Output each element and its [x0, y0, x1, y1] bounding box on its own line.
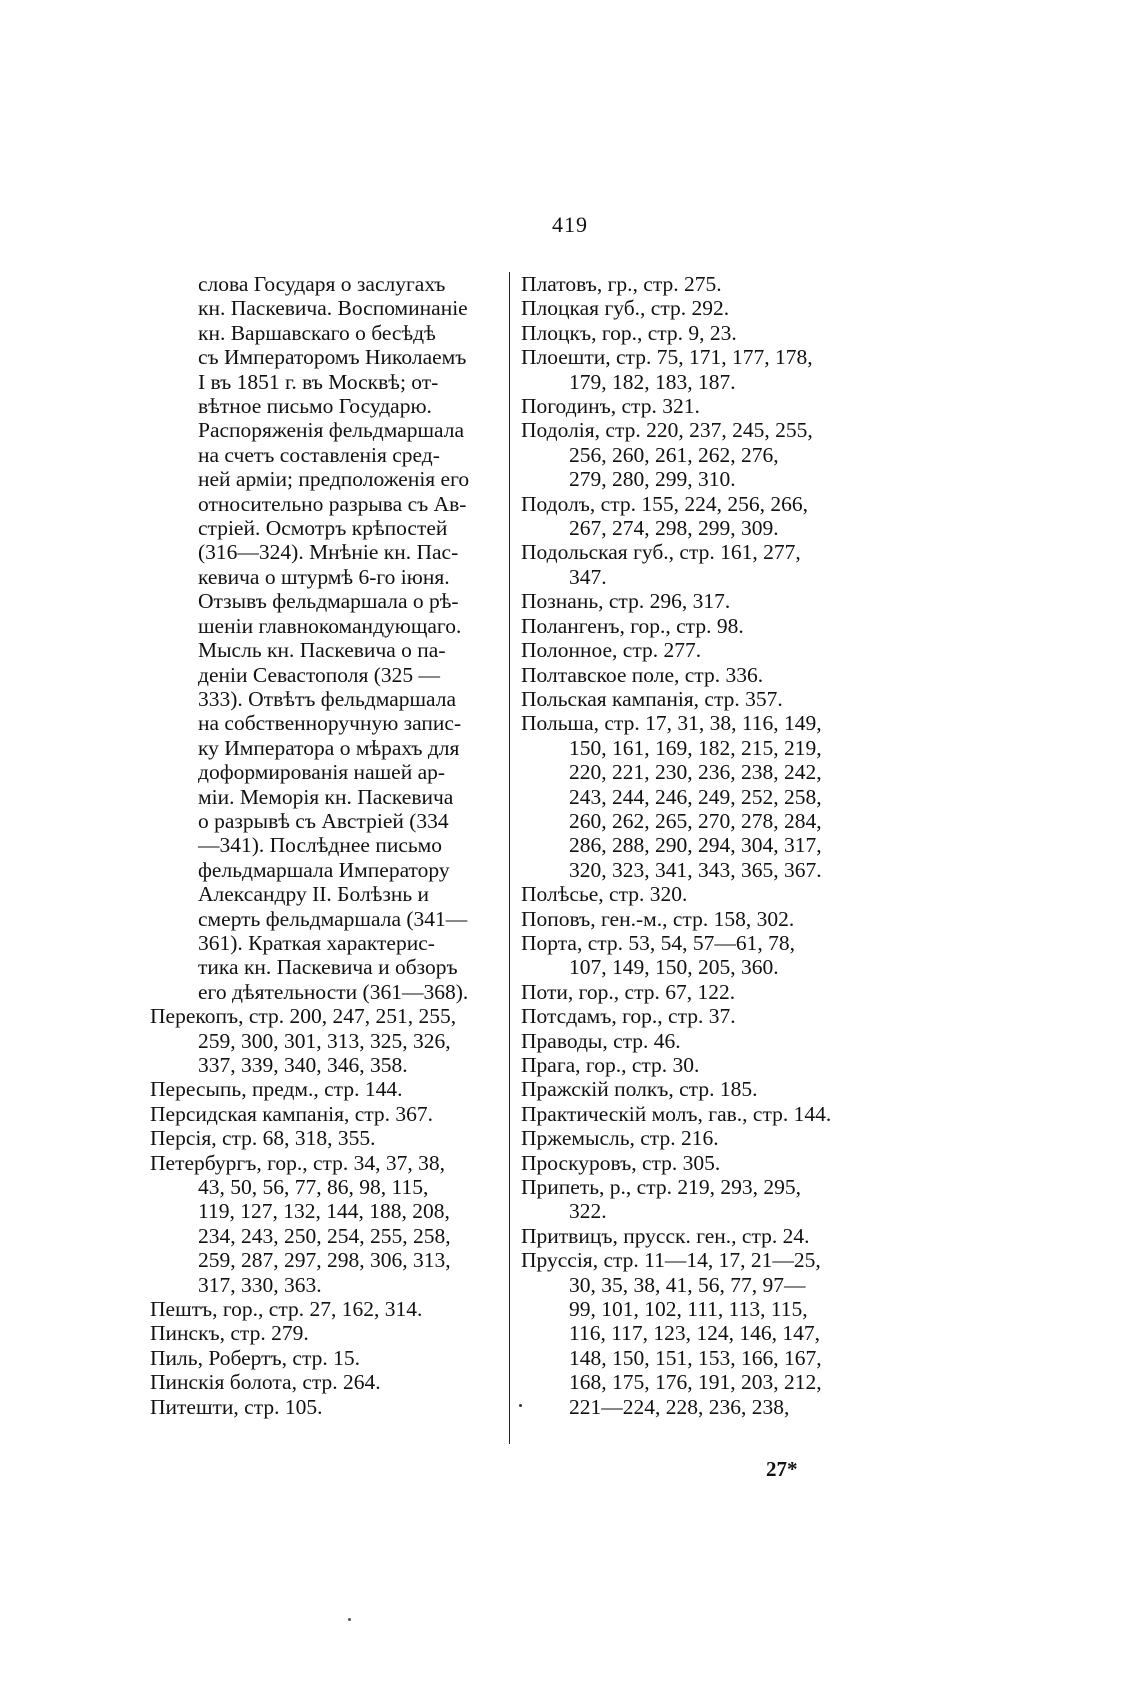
entry-continuation-line: 317, 330, 363.	[198, 1272, 322, 1297]
index-entry	[521, 345, 877, 394]
entry-continuation-line: 148, 150, 151, 153, 166, 167,	[569, 1345, 822, 1370]
entry-continuation-line: 168, 175, 176, 191, 203, 212,	[569, 1370, 822, 1395]
index-entry	[521, 321, 877, 345]
right-entries	[521, 272, 877, 1419]
index-entry	[521, 1102, 877, 1126]
entry-continuation-line: 260, 262, 265, 270, 278, 284,	[569, 808, 822, 833]
continuation-line: 333). Отвѣтъ фельдмаршала	[198, 686, 457, 711]
entry-heading-line: Полтавское поле, стр. 336.	[521, 662, 764, 687]
continuation-line: шеніи главнокомандующаго.	[198, 613, 462, 638]
index-entry	[521, 272, 877, 296]
index-entry	[521, 540, 877, 589]
continuation-line: Александру II. Болѣзнь и	[198, 882, 430, 907]
entry-heading-line: Познань, стр. 296, 317.	[521, 589, 731, 614]
entry-heading-line: Пиль, Робертъ, стр. 15.	[150, 1345, 360, 1370]
index-entry	[521, 1248, 877, 1419]
index-entry	[521, 1175, 877, 1224]
continuation-line: стріей. Осмотръ крѣпостей	[198, 516, 448, 541]
continuation-line: кн. Паскевича. Воспоминаніе	[198, 296, 468, 321]
index-entry	[521, 980, 877, 1004]
entry-continuation-line: 179, 182, 183, 187.	[569, 369, 736, 394]
ink-speck	[348, 1618, 351, 1621]
continuation-line: Отзывъ фельдмаршала о рѣ-	[198, 589, 459, 614]
entry-continuation-line: 119, 127, 132, 144, 188, 208,	[198, 1199, 450, 1224]
entry-heading-line: Плоцкая губ., стр. 292.	[521, 296, 730, 321]
entry-continuation-line: 220, 221, 230, 236, 238, 242,	[569, 760, 822, 785]
entry-continuation-line: 30, 35, 38, 41, 56, 77, 97—	[569, 1272, 806, 1297]
entry-heading-line: Пржемысль, стр. 216.	[521, 1126, 719, 1151]
column-divider	[509, 272, 510, 1444]
index-entry	[150, 1151, 495, 1297]
continuation-line: на собственноручную запис-	[198, 711, 462, 736]
index-entry	[521, 1053, 877, 1077]
continuation-line: ку Императора о мѣрахъ для	[198, 735, 460, 760]
entry-heading-line: Подолія, стр. 220, 237, 245, 255,	[521, 418, 813, 443]
left-entries	[150, 1004, 495, 1419]
continuation-line: деніи Севастополя (325 —	[198, 662, 441, 687]
continuation-line: на счетъ составленія сред-	[198, 442, 440, 467]
entry-continuation-line: 267, 274, 298, 299, 309.	[569, 516, 779, 541]
continuation-line: кн. Варшавскаго о бесѣдѣ	[198, 320, 436, 345]
entry-continuation-line: 256, 260, 261, 262, 276,	[569, 442, 779, 467]
entry-heading-line: Полонное, стр. 277.	[521, 638, 702, 663]
index-entry	[521, 589, 877, 613]
entry-heading-line: Пинскъ, стр. 279.	[150, 1321, 309, 1346]
entry-heading-line: Плоцкъ, гор., стр. 9, 23.	[521, 320, 737, 345]
index-entry	[521, 882, 877, 906]
entry-heading-line: Пересыпь, предм., стр. 144.	[150, 1077, 403, 1102]
entry-continuation-line: 337, 339, 340, 346, 358.	[198, 1053, 408, 1077]
entry-continuation-line: 259, 287, 297, 298, 306, 313,	[198, 1248, 451, 1273]
entry-heading-line: Поти, гор., стр. 67, 122.	[521, 979, 736, 1004]
page-number: 419	[552, 212, 588, 237]
entry-heading-line: Порта, стр. 53, 54, 57—61, 78,	[521, 930, 796, 955]
entry-heading-line: Прага, гор., стр. 30.	[521, 1053, 700, 1077]
continuation-line: слова Государя о заслугахъ	[198, 272, 446, 296]
index-entry	[150, 1395, 495, 1419]
entry-continuation-line: 259, 300, 301, 313, 325, 326,	[198, 1028, 451, 1053]
continuation-line: смерть фельдмаршала (341—	[198, 906, 468, 931]
index-entry	[521, 663, 877, 687]
entry-heading-line: Петербургъ, гор., стр. 34, 37, 38,	[150, 1150, 446, 1175]
continuation-line: о разрывѣ съ Австріей (334	[198, 808, 449, 833]
entry-heading-line: Полангенъ, гор., стр. 98.	[521, 613, 744, 638]
entry-continuation-line: 234, 243, 250, 254, 255, 258,	[198, 1223, 451, 1248]
index-entry	[521, 687, 877, 711]
entry-heading-line: Практическій молъ, гав., стр. 144.	[521, 1101, 832, 1126]
index-entry	[521, 1151, 877, 1175]
continuation-line: кевича о штурмѣ 6-го іюня.	[198, 564, 450, 589]
continuation-line: —341). Послѣднее письмо	[198, 833, 443, 858]
index-column-left	[150, 272, 495, 1419]
entry-continuation-line: 322.	[569, 1199, 607, 1224]
index-entry	[521, 711, 877, 882]
entry-heading-line: Платовъ, гр., стр. 275.	[521, 272, 722, 296]
entry-heading-line: Польская кампанія, стр. 357.	[521, 686, 783, 711]
index-entry	[521, 1004, 877, 1028]
entry-continuation-line: 43, 50, 56, 77, 86, 98, 115,	[198, 1175, 429, 1200]
entry-heading-line: Праводы, стр. 46.	[521, 1028, 681, 1053]
continuation-line: съ Императоромъ Николаемъ	[198, 345, 467, 370]
entry-heading-line: Персидская кампанія, стр. 367.	[150, 1101, 434, 1126]
entry-heading-line: Проскуровъ, стр. 305.	[521, 1150, 721, 1175]
continuation-line: фельдмаршала Императору	[198, 857, 450, 882]
entry-heading-line: Погодинъ, стр. 321.	[521, 394, 700, 419]
index-entry	[150, 1346, 495, 1370]
continuation-line: его дѣятельности (361—368).	[198, 979, 469, 1004]
index-entry	[521, 492, 877, 541]
entry-continuation-line: 99, 101, 102, 111, 113, 115,	[569, 1297, 808, 1322]
entry-heading-line: Пештъ, гор., стр. 27, 162, 314.	[150, 1297, 423, 1322]
continuation-line: Мысль кн. Паскевича о па-	[198, 638, 446, 663]
continuation-line: тика кн. Паскевича и обзоръ	[198, 955, 458, 980]
continuation-line: I въ 1851 г. въ Москвѣ; от-	[198, 369, 439, 394]
index-entry	[150, 1126, 495, 1150]
continuation-line: относительно разрыва съ Ав-	[198, 491, 467, 516]
entry-continuation-line: 150, 161, 169, 182, 215, 219,	[569, 735, 822, 760]
entry-continuation-line: 279, 280, 299, 310.	[569, 467, 736, 492]
signature-mark: 27*	[766, 1457, 798, 1481]
entry-continuation-line: 116, 117, 123, 124, 146, 147,	[569, 1321, 821, 1346]
index-entry	[521, 1029, 877, 1053]
index-entry	[521, 614, 877, 638]
entry-continuation-line: 243, 244, 246, 249, 252, 258,	[569, 784, 822, 809]
entry-heading-line: Персія, стр. 68, 318, 355.	[150, 1126, 376, 1151]
continuation-line: Распоряженія фельдмаршала	[198, 418, 465, 443]
entry-heading-line: Питешти, стр. 105.	[150, 1394, 323, 1419]
entry-heading-line: Притвицъ, прусск. ген., стр. 24.	[521, 1223, 810, 1248]
index-entry	[521, 931, 877, 980]
continued-entry	[150, 272, 495, 1004]
index-entry	[150, 1370, 495, 1394]
entry-heading-line: Подолъ, стр. 155, 224, 256, 266,	[521, 491, 808, 516]
index-column-right	[521, 272, 877, 1419]
entry-continuation-line: 107, 149, 150, 205, 360.	[569, 955, 779, 980]
index-entry	[521, 1077, 877, 1101]
entry-heading-line: Пруссія, стр. 11—14, 17, 21—25,	[521, 1248, 821, 1273]
entry-continuation-line: 320, 323, 341, 343, 365, 367.	[569, 857, 822, 882]
index-entry	[150, 1321, 495, 1345]
entry-heading-line: Полѣсье, стр. 320.	[521, 882, 688, 907]
entry-heading-line: Пражскій полкъ, стр. 185.	[521, 1077, 758, 1102]
entry-heading-line: Поповъ, ген.-м., стр. 158, 302.	[521, 906, 795, 931]
index-entry	[521, 418, 877, 491]
index-entry	[150, 1297, 495, 1321]
entry-heading-line: Польша, стр. 17, 31, 38, 116, 149,	[521, 711, 822, 736]
entry-heading-line: Подольская губ., стр. 161, 277,	[521, 540, 801, 565]
entry-heading-line: Потсдамъ, гор., стр. 37.	[521, 1004, 736, 1029]
index-entry	[521, 907, 877, 931]
continuation-line: вѣтное письмо Государю.	[198, 394, 432, 419]
index-entry	[521, 296, 877, 320]
index-entry	[521, 638, 877, 662]
entry-continuation-line: 286, 288, 290, 294, 304, 317,	[569, 833, 822, 858]
continuation-line: (316—324). Мнѣніе кн. Пас-	[198, 540, 459, 565]
continuation-line: 361). Краткая характерис-	[198, 930, 435, 955]
entry-heading-line: Плоешти, стр. 75, 171, 177, 178,	[521, 345, 813, 370]
index-entry	[150, 1004, 495, 1077]
index-entry	[150, 1102, 495, 1126]
index-entry	[521, 1224, 877, 1248]
entry-heading-line: Припеть, р., стр. 219, 293, 295,	[521, 1175, 801, 1200]
index-entry	[521, 1126, 877, 1150]
index-entry	[150, 1077, 495, 1101]
continuation-line: доформированія нашей ар-	[198, 760, 446, 785]
entry-continuation-line: 221—224, 228, 236, 238,	[569, 1394, 790, 1419]
continuation-line: міи. Меморія кн. Паскевича	[198, 784, 454, 809]
entry-continuation-line: 347.	[569, 564, 607, 589]
entry-heading-line: Пинскія болота, стр. 264.	[150, 1370, 381, 1395]
entry-heading-line: Перекопъ, стр. 200, 247, 251, 255,	[150, 1004, 457, 1029]
continuation-line: ней арміи; предположенія его	[198, 467, 470, 492]
index-entry	[521, 394, 877, 418]
